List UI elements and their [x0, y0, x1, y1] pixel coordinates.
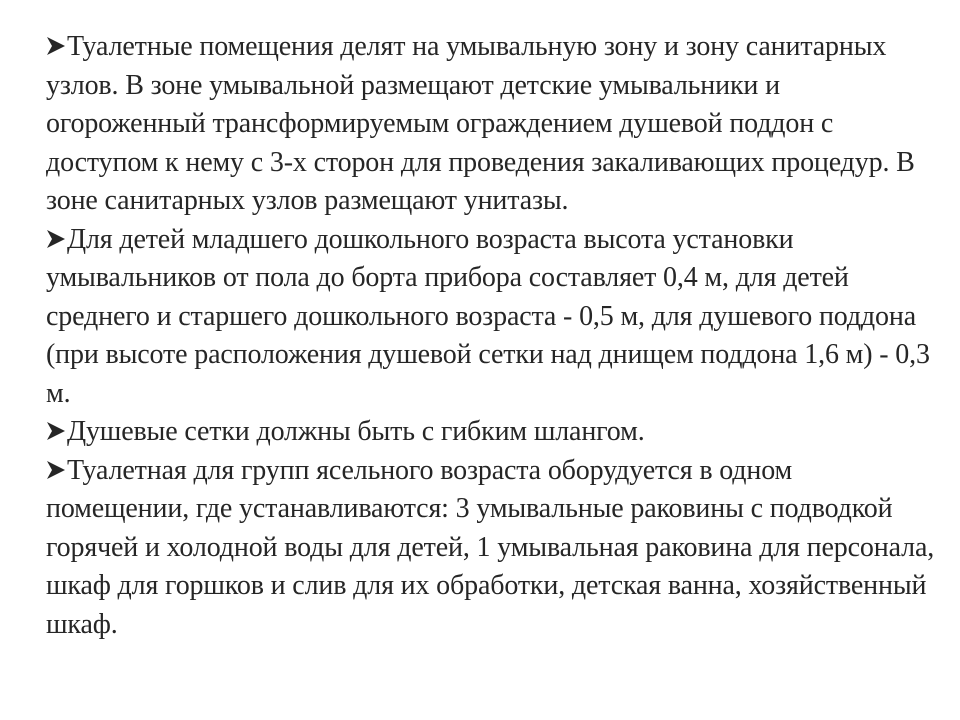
bullet-item-3	[46, 413, 936, 452]
bullet-text: Для детей младшего дошкольного возраста высота установки умывальников от пола до борта прибора составляет 0,4 м, для детей среднего и старшего дошкольного возраста - 0,5 м, для душевого поддона (при высоте расположения душевой сетки над днищем поддона 1,6 м) - 0,3 м.	[46, 223, 930, 409]
bullet-item-2	[46, 221, 936, 414]
bullet-text: Душевые сетки должны быть с гибким шлангом.	[67, 416, 645, 447]
slide-body	[46, 28, 936, 644]
bullet-item-1	[46, 28, 936, 221]
arrowhead-bullet-icon	[46, 228, 66, 250]
bullet-text: Туалетная для групп ясельного возраста оборудуется в одном помещении, где устанавливаются: 3 умывальные раковины с подводкой горячей и холодной воды для детей, 1 умывальная раковина для персонала, шкаф для горшков и слив для их обработки, детская ванна, хозяйственный шкаф.	[46, 454, 935, 640]
arrowhead-bullet-icon	[46, 459, 66, 481]
arrowhead-bullet-icon	[46, 420, 66, 442]
bullet-item-4	[46, 452, 936, 645]
arrowhead-bullet-icon	[46, 35, 66, 57]
bullet-text: Туалетные помещения делят на умывальную зону и зону санитарных узлов. В зоне умывальной размещают детские умывальники и огороженный трансформируемым ограждением душевой поддон с доступом к нему с 3-х сторон для проведения закаливающих процедур. В зоне санитарных узлов размещают унитазы.	[46, 31, 915, 216]
